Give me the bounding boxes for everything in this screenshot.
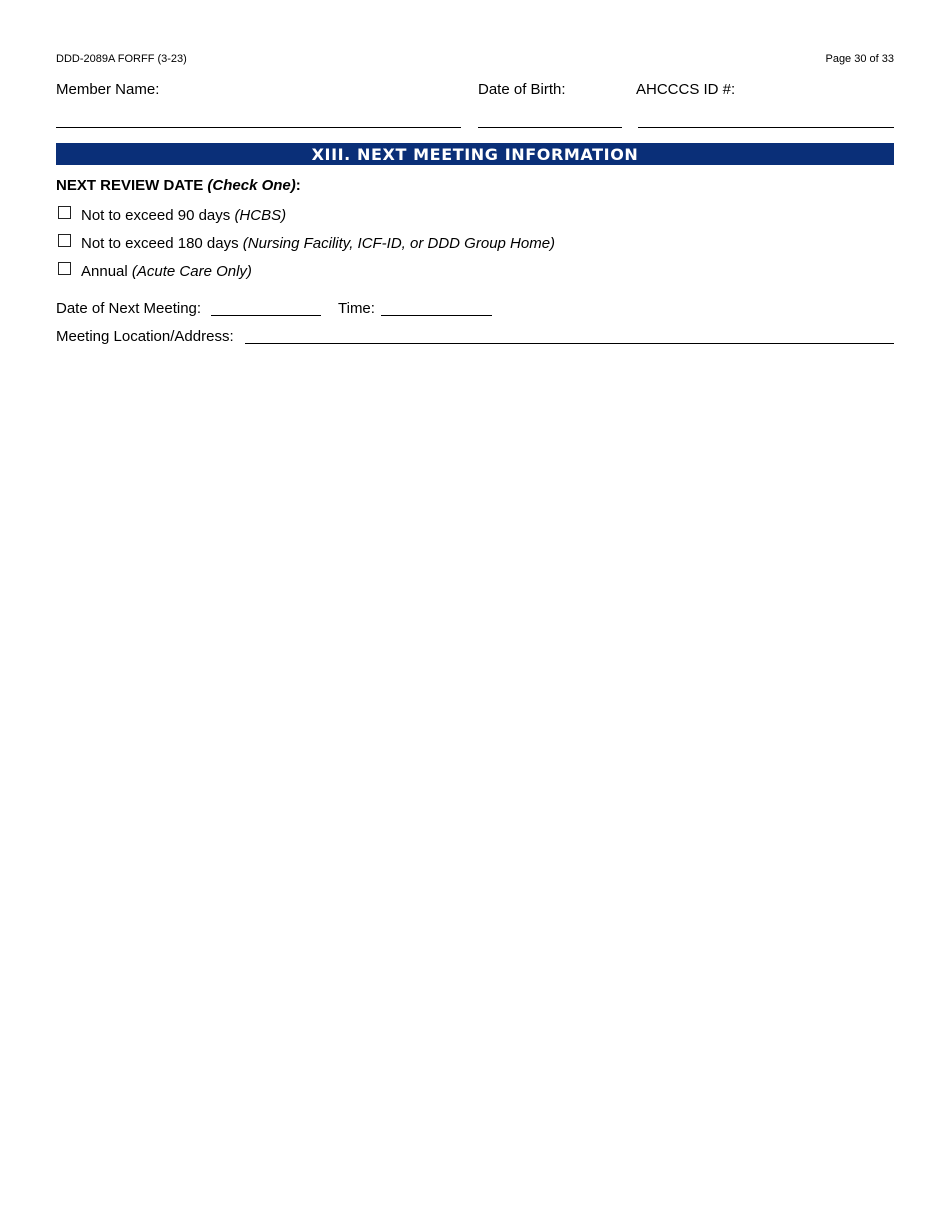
meeting-location-label: Meeting Location/Address: (56, 328, 234, 345)
option-90-days-text: Not to exceed 90 days (81, 207, 231, 224)
page-number: Page 30 of 33 (825, 53, 894, 65)
ahcccs-id-label: AHCCCS ID #: (636, 81, 736, 98)
option-annual-checkbox[interactable] (58, 262, 71, 275)
next-review-heading-colon: : (295, 177, 301, 194)
next-review-heading (56, 177, 301, 194)
option-90-days-note: (HCBS) (234, 207, 287, 224)
next-meeting-time-label: Time: (338, 300, 375, 317)
option-90-days-checkbox[interactable] (58, 206, 71, 219)
section-title-bar (56, 143, 894, 165)
next-meeting-date-field[interactable] (211, 315, 321, 316)
member-name-label: Member Name: (56, 81, 160, 98)
member-name-field[interactable] (56, 127, 461, 128)
date-of-birth-label: Date of Birth: (478, 81, 566, 98)
option-180-days (81, 235, 555, 252)
option-180-days-text: Not to exceed 180 days (81, 235, 239, 252)
form-id: DDD-2089A FORFF (3-23) (56, 53, 187, 65)
option-annual-note: (Acute Care Only) (131, 263, 252, 280)
meeting-location-field[interactable] (245, 343, 894, 344)
option-annual (81, 263, 252, 280)
option-90-days (81, 207, 286, 224)
option-annual-text: Annual (81, 263, 128, 280)
ahcccs-id-field[interactable] (638, 127, 894, 128)
next-meeting-time-field[interactable] (381, 315, 492, 316)
next-meeting-date-label: Date of Next Meeting: (56, 300, 202, 317)
next-review-heading-text: NEXT REVIEW DATE (56, 177, 204, 194)
section-title: XIII. NEXT MEETING INFORMATION (311, 144, 639, 164)
option-180-days-note: (Nursing Facility, ICF-ID, or DDD Group Home) (242, 235, 556, 252)
next-review-heading-note: (Check One) (207, 177, 296, 194)
option-180-days-checkbox[interactable] (58, 234, 71, 247)
date-of-birth-field[interactable] (478, 127, 622, 128)
